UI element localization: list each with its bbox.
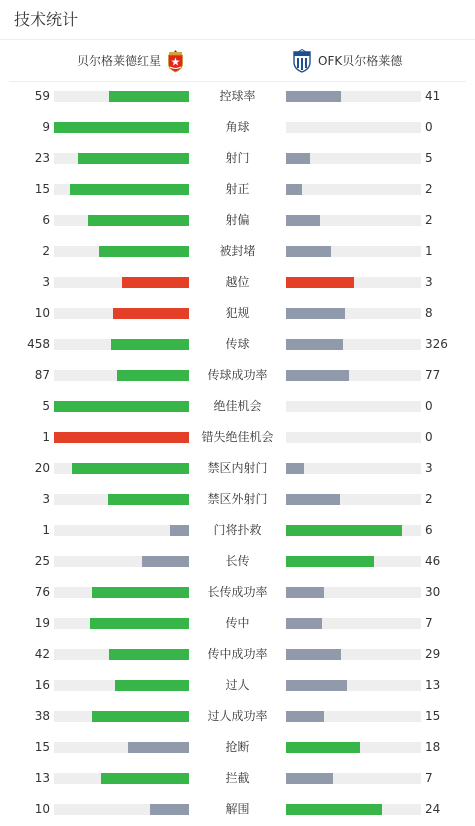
home-stat-bar-fill: [150, 804, 189, 815]
home-stat-value: 38: [34, 709, 50, 723]
away-stat-bar-fill: [286, 556, 374, 567]
away-stat-value: 7: [425, 616, 433, 630]
home-stat-value: 20: [34, 461, 50, 475]
stat-row: [0, 608, 475, 639]
home-stat-bar-fill: [170, 525, 189, 536]
team-header: [9, 40, 466, 82]
stat-row: [0, 794, 475, 825]
away-stat-value: 24: [425, 802, 441, 816]
away-stat-bar: [286, 649, 421, 660]
home-stat-bar: [54, 432, 189, 443]
away-stat-bar-fill: [286, 649, 341, 660]
home-stat-bar: [54, 215, 189, 226]
away-stat-value: 3: [425, 461, 433, 475]
away-stat-value: 0: [425, 430, 433, 444]
home-stat-bar: [54, 463, 189, 474]
home-team[interactable]: [77, 40, 184, 81]
away-stat-bar: [286, 463, 421, 474]
stat-label: 射偏: [225, 213, 250, 227]
away-stat-value: 13: [425, 678, 441, 692]
page-title: 技术统计: [0, 0, 475, 40]
away-stat-bar: [286, 587, 421, 598]
home-stat-bar-fill: [109, 649, 189, 660]
stat-row: [0, 732, 475, 763]
home-stat-bar: [54, 742, 189, 753]
stat-label: 抢断: [225, 740, 250, 754]
home-stat-value: 15: [34, 182, 50, 196]
home-stat-bar-fill: [109, 91, 189, 102]
stat-row: [0, 236, 475, 267]
away-stat-bar-fill: [286, 711, 324, 722]
home-stat-bar: [54, 556, 189, 567]
home-stat-bar-fill: [99, 246, 189, 257]
away-stat-bar-fill: [286, 215, 320, 226]
stat-row: [0, 298, 475, 329]
home-stat-bar-fill: [113, 308, 189, 319]
stat-label: 被封堵: [219, 244, 256, 258]
home-stat-bar-fill: [101, 773, 189, 784]
stat-row: [0, 670, 475, 701]
away-stat-value: 41: [425, 89, 441, 103]
stat-label: 控球率: [219, 89, 256, 103]
away-stat-value: 2: [425, 213, 433, 227]
away-stat-value: 7: [425, 771, 433, 785]
home-stat-value: 1: [42, 430, 50, 444]
ofk-crest-icon: [291, 49, 313, 73]
away-stat-value: 326: [425, 337, 448, 351]
stat-row: [0, 546, 475, 577]
away-stat-bar-fill: [286, 370, 349, 381]
away-stat-value: 5: [425, 151, 433, 165]
stat-row: [0, 81, 475, 112]
home-stat-bar: [54, 587, 189, 598]
away-stat-bar: [286, 804, 421, 815]
stat-label: 犯规: [225, 306, 250, 320]
away-stat-bar-fill: [286, 91, 341, 102]
home-stat-bar-fill: [128, 742, 189, 753]
home-stat-bar-fill: [70, 184, 189, 195]
home-stat-value: 25: [34, 554, 50, 568]
home-stat-bar: [54, 91, 189, 102]
home-stat-bar-fill: [54, 122, 189, 133]
away-stat-bar-fill: [286, 587, 324, 598]
away-stat-bar: [286, 432, 421, 443]
home-stat-bar-fill: [142, 556, 189, 567]
away-stat-value: 15: [425, 709, 441, 723]
home-stat-value: 59: [34, 89, 50, 103]
home-stat-bar-fill: [115, 680, 189, 691]
away-stat-value: 29: [425, 647, 441, 661]
away-stat-bar: [286, 184, 421, 195]
stat-row: [0, 515, 475, 546]
away-stat-value: 18: [425, 740, 441, 754]
home-stat-bar-fill: [54, 432, 189, 443]
home-stat-value: 42: [34, 647, 50, 661]
away-stat-bar: [286, 339, 421, 350]
home-stat-bar-fill: [78, 153, 189, 164]
home-stat-bar-fill: [92, 587, 189, 598]
home-stat-bar-fill: [108, 494, 189, 505]
away-stat-value: 1: [425, 244, 433, 258]
away-stat-value: 0: [425, 399, 433, 413]
away-stat-bar: [286, 215, 421, 226]
stat-label: 拦截: [225, 771, 250, 785]
away-stat-bar-fill: [286, 246, 331, 257]
home-stat-value: 10: [34, 802, 50, 816]
stat-row: [0, 391, 475, 422]
away-stat-bar: [286, 91, 421, 102]
away-stat-bar-fill: [286, 277, 354, 288]
away-stat-bar-fill: [286, 153, 310, 164]
home-stat-value: 1: [42, 523, 50, 537]
away-stat-bar-fill: [286, 339, 343, 350]
away-stat-value: 8: [425, 306, 433, 320]
home-stat-bar: [54, 277, 189, 288]
home-stat-bar: [54, 370, 189, 381]
home-stat-bar: [54, 401, 189, 412]
home-stat-value: 87: [34, 368, 50, 382]
home-stat-bar-fill: [117, 370, 189, 381]
stat-row: [0, 267, 475, 298]
away-stat-bar: [286, 246, 421, 257]
stat-label: 错失绝佳机会: [201, 430, 274, 444]
away-stat-bar: [286, 277, 421, 288]
home-stat-value: 5: [42, 399, 50, 413]
home-stat-bar: [54, 246, 189, 257]
away-stat-value: 3: [425, 275, 433, 289]
stat-label: 传球成功率: [207, 368, 268, 382]
home-stat-value: 15: [34, 740, 50, 754]
stat-label: 传中: [225, 616, 250, 630]
away-stat-value: 30: [425, 585, 441, 599]
stat-row: [0, 360, 475, 391]
away-stat-value: 46: [425, 554, 441, 568]
home-stat-bar-fill: [122, 277, 190, 288]
stat-label: 过人成功率: [207, 709, 268, 723]
home-stat-bar: [54, 525, 189, 536]
away-stat-bar: [286, 122, 421, 133]
stat-row: [0, 639, 475, 670]
home-stat-value: 9: [42, 120, 50, 134]
away-stat-bar-fill: [286, 680, 347, 691]
stat-label: 禁区外射门: [207, 492, 268, 506]
away-stat-bar-fill: [286, 308, 345, 319]
home-stat-bar-fill: [72, 463, 189, 474]
home-stat-bar: [54, 618, 189, 629]
away-stat-bar-fill: [286, 494, 340, 505]
stat-label: 长传: [225, 554, 250, 568]
away-stat-bar: [286, 308, 421, 319]
stat-label: 过人: [225, 678, 250, 692]
home-stat-bar-fill: [111, 339, 189, 350]
home-stat-value: 3: [42, 275, 50, 289]
away-stat-bar-fill: [286, 463, 304, 474]
home-stat-bar: [54, 804, 189, 815]
home-stat-bar: [54, 339, 189, 350]
home-stat-bar: [54, 122, 189, 133]
stat-label: 传球: [225, 337, 250, 351]
stat-row: [0, 577, 475, 608]
away-stat-bar: [286, 742, 421, 753]
away-stat-bar: [286, 773, 421, 784]
home-stat-value: 16: [34, 678, 50, 692]
home-stat-bar: [54, 773, 189, 784]
away-stat-value: 0: [425, 120, 433, 134]
away-stat-bar: [286, 370, 421, 381]
home-stat-bar-fill: [54, 401, 189, 412]
stat-row: [0, 484, 475, 515]
home-stat-bar: [54, 494, 189, 505]
stat-row: [0, 701, 475, 732]
stat-label: 禁区内射门: [207, 461, 268, 475]
home-stat-value: 6: [42, 213, 50, 227]
stat-row: [0, 422, 475, 453]
away-stat-bar: [286, 153, 421, 164]
away-stat-value: 77: [425, 368, 441, 382]
home-stat-value: 19: [34, 616, 50, 630]
home-stat-value: 10: [34, 306, 50, 320]
away-stat-bar: [286, 711, 421, 722]
home-stat-value: 2: [42, 244, 50, 258]
stat-row: [0, 143, 475, 174]
stat-label: 传中成功率: [207, 647, 268, 661]
stat-row: [0, 205, 475, 236]
home-stat-bar-fill: [90, 618, 189, 629]
home-stat-value: 76: [34, 585, 50, 599]
away-stat-value: 2: [425, 182, 433, 196]
stat-label: 绝佳机会: [213, 399, 262, 413]
stat-row: [0, 174, 475, 205]
away-stat-bar-fill: [286, 525, 402, 536]
home-stat-bar: [54, 680, 189, 691]
away-stat-bar-fill: [286, 184, 302, 195]
stat-label: 门将扑救: [213, 523, 262, 537]
away-stat-bar: [286, 401, 421, 412]
away-stat-bar: [286, 494, 421, 505]
stat-row: [0, 112, 475, 143]
red-star-crest-icon: [167, 49, 184, 73]
away-stat-bar-fill: [286, 804, 382, 815]
home-stat-bar-fill: [88, 215, 189, 226]
stat-label: 越位: [225, 275, 250, 289]
away-stat-value: 6: [425, 523, 433, 537]
home-stat-value: 13: [34, 771, 50, 785]
home-stat-value: 3: [42, 492, 50, 506]
away-stat-bar: [286, 556, 421, 567]
home-stat-value: 23: [34, 151, 50, 165]
away-team[interactable]: [291, 40, 402, 81]
away-team-name: OFK贝尔格莱德: [318, 54, 403, 68]
home-stat-bar: [54, 711, 189, 722]
home-stat-bar: [54, 649, 189, 660]
away-stat-bar: [286, 525, 421, 536]
stat-label: 角球: [225, 120, 250, 134]
stat-row: [0, 763, 475, 794]
home-stat-bar-fill: [92, 711, 189, 722]
away-stat-value: 2: [425, 492, 433, 506]
away-stat-bar-fill: [286, 742, 360, 753]
stat-row: [0, 453, 475, 484]
home-stat-bar: [54, 308, 189, 319]
away-stat-bar-fill: [286, 618, 322, 629]
away-stat-bar: [286, 618, 421, 629]
away-stat-bar-fill: [286, 773, 333, 784]
stat-label: 射门: [225, 151, 250, 165]
home-stat-bar: [54, 153, 189, 164]
stat-label: 射正: [225, 182, 250, 196]
stat-label: 长传成功率: [207, 585, 268, 599]
stat-label: 解围: [225, 802, 250, 816]
home-team-name: 贝尔格莱德红星: [77, 54, 162, 68]
home-stat-value: 458: [27, 337, 50, 351]
home-stat-bar: [54, 184, 189, 195]
away-stat-bar: [286, 680, 421, 691]
stat-row: [0, 329, 475, 360]
